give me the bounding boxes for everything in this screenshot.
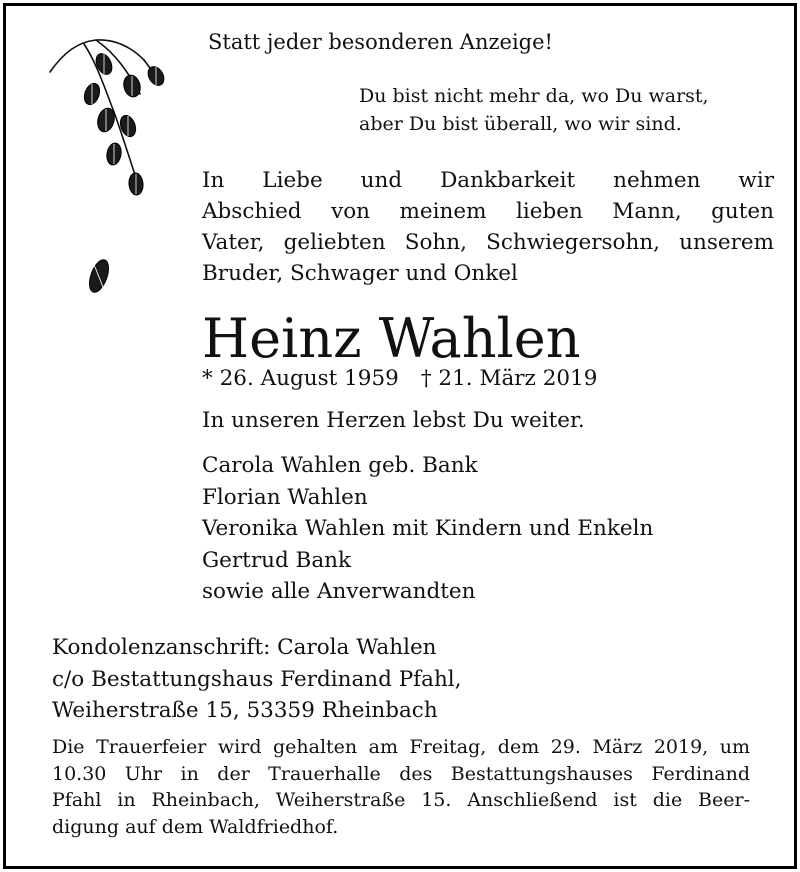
thanks-paragraph [202, 165, 774, 289]
funeral-line: Pfahl in Rheinbach, Weiherstraße 15. Anschließend ist die Beer- [52, 789, 750, 811]
mourner: Gertrud Bank [202, 547, 352, 573]
birth-date: * 26. August 1959 [202, 366, 399, 391]
motto: In unseren Herzen lebst Du weiter. [202, 408, 585, 433]
funeral-line: Die Trauerfeier wird gehalten am Freitag, dem 29. März 2019, um [52, 736, 750, 758]
birch-branch-icon [44, 34, 174, 214]
quote-block [359, 82, 709, 138]
thanks-line: In Liebe und Dankbarkeit nehmen wir [202, 168, 774, 193]
quote-line: aber Du bist überall, wo wir sind. [359, 113, 682, 135]
funeral-line: digung auf dem Waldfriedhof. [52, 815, 339, 838]
address-line: c/o Bestattungshaus Ferdinand Pfahl, [52, 666, 462, 692]
address-line: Weiherstraße 15, 53359 Rheinbach [52, 698, 438, 723]
mourners-list [202, 450, 653, 608]
intro-heading: Statt jeder besonderen Anzeige! [208, 30, 553, 54]
mourner: Veronika Wahlen mit Kindern und Enkeln [202, 516, 654, 541]
funeral-line: 10.30 Uhr in der Trauerhalle des Bestattungshauses Ferdinand [52, 762, 750, 785]
thanks-line: Abschied von meinem lieben Mann, guten [202, 199, 774, 224]
death-date: † 21. März 2019 [420, 366, 598, 391]
address-line: Kondolenzanschrift: Carola Wahlen [52, 635, 437, 660]
condolence-address [52, 632, 462, 727]
mourner: Carola Wahlen geb. Bank [202, 453, 478, 478]
thanks-line: Bruder, Schwager und Onkel [202, 261, 518, 286]
quote-line: Du bist nicht mehr da, wo Du warst, [359, 85, 709, 107]
mourner: Florian Wahlen [202, 484, 368, 510]
thanks-line: Vater, geliebten Sohn, Schwiegersohn, unserem [202, 230, 774, 255]
falling-leaf-icon [84, 254, 114, 300]
deceased-name: Heinz Wahlen [202, 307, 581, 370]
mourner: sowie alle Anverwandten [202, 579, 476, 604]
life-dates [202, 366, 597, 391]
funeral-info [52, 734, 750, 840]
